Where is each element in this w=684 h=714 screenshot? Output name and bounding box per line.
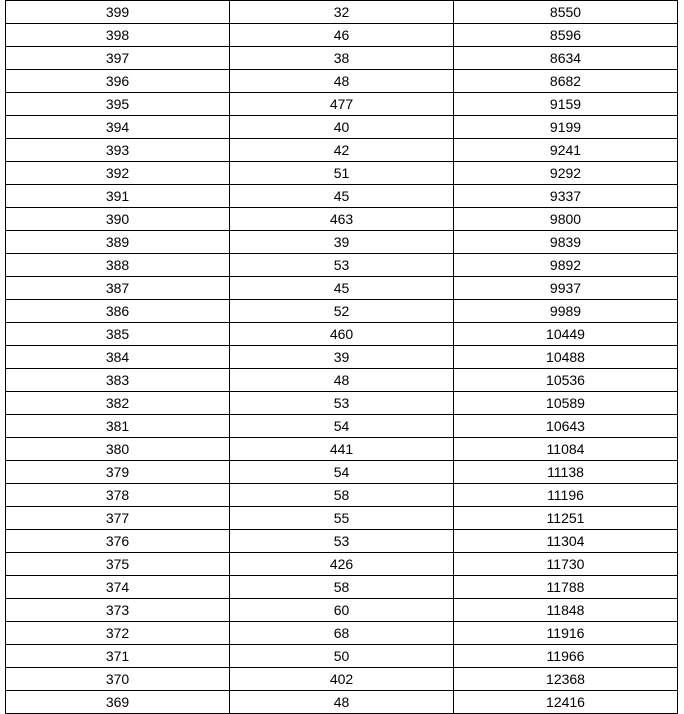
table-cell: 383: [6, 369, 230, 392]
table-cell: 12416: [454, 691, 678, 714]
table-row: [6, 47, 678, 70]
table-cell: 380: [6, 438, 230, 461]
table-cell: 8634: [454, 47, 678, 70]
table-cell: 393: [6, 139, 230, 162]
table-row: [6, 369, 678, 392]
table-cell: 378: [6, 484, 230, 507]
table-row: [6, 323, 678, 346]
table-row: [6, 484, 678, 507]
table-cell: 68: [230, 622, 454, 645]
table-cell: 388: [6, 254, 230, 277]
table-cell: 397: [6, 47, 230, 70]
table-cell: 381: [6, 415, 230, 438]
table-row: [6, 691, 678, 714]
score-table-body: [6, 1, 678, 714]
score-table: [5, 0, 678, 714]
table-cell: 386: [6, 300, 230, 323]
table-cell: 392: [6, 162, 230, 185]
table-row: [6, 24, 678, 47]
table-row: [6, 622, 678, 645]
table-cell: 377: [6, 507, 230, 530]
table-cell: 9839: [454, 231, 678, 254]
table-cell: 51: [230, 162, 454, 185]
table-cell: 379: [6, 461, 230, 484]
table-cell: 11788: [454, 576, 678, 599]
table-cell: 395: [6, 93, 230, 116]
table-cell: 11304: [454, 530, 678, 553]
table-cell: 441: [230, 438, 454, 461]
table-row: [6, 553, 678, 576]
table-cell: 39: [230, 346, 454, 369]
table-cell: 460: [230, 323, 454, 346]
table-cell: 376: [6, 530, 230, 553]
table-row: [6, 438, 678, 461]
table-row: [6, 162, 678, 185]
table-cell: 9337: [454, 185, 678, 208]
table-cell: 45: [230, 277, 454, 300]
table-cell: 11196: [454, 484, 678, 507]
table-cell: 399: [6, 1, 230, 24]
table-row: [6, 461, 678, 484]
table-cell: 375: [6, 553, 230, 576]
table-cell: 10536: [454, 369, 678, 392]
table-cell: 384: [6, 346, 230, 369]
table-row: [6, 185, 678, 208]
table-cell: 58: [230, 484, 454, 507]
table-row: [6, 139, 678, 162]
table-cell: 371: [6, 645, 230, 668]
table-row: [6, 93, 678, 116]
table-cell: 9199: [454, 116, 678, 139]
table-row: [6, 254, 678, 277]
table-cell: 42: [230, 139, 454, 162]
table-row: [6, 116, 678, 139]
table-cell: 9937: [454, 277, 678, 300]
table-row: [6, 599, 678, 622]
table-row: [6, 70, 678, 93]
table-cell: 8550: [454, 1, 678, 24]
table-cell: 9241: [454, 139, 678, 162]
table-row: [6, 507, 678, 530]
table-cell: 10449: [454, 323, 678, 346]
table-cell: 11848: [454, 599, 678, 622]
table-cell: 387: [6, 277, 230, 300]
table-cell: 38: [230, 47, 454, 70]
table-cell: 12368: [454, 668, 678, 691]
table-cell: 9892: [454, 254, 678, 277]
table-cell: 11138: [454, 461, 678, 484]
table-cell: 39: [230, 231, 454, 254]
table-cell: 382: [6, 392, 230, 415]
table-cell: 373: [6, 599, 230, 622]
table-cell: 48: [230, 369, 454, 392]
table-cell: 391: [6, 185, 230, 208]
table-cell: 9292: [454, 162, 678, 185]
table-row: [6, 277, 678, 300]
table-cell: 53: [230, 530, 454, 553]
score-table-container: [5, 0, 677, 714]
table-cell: 8596: [454, 24, 678, 47]
table-cell: 10643: [454, 415, 678, 438]
table-cell: 9989: [454, 300, 678, 323]
table-cell: 396: [6, 70, 230, 93]
table-cell: 9159: [454, 93, 678, 116]
table-cell: 385: [6, 323, 230, 346]
table-cell: 55: [230, 507, 454, 530]
table-cell: 48: [230, 70, 454, 93]
table-cell: 32: [230, 1, 454, 24]
table-cell: 372: [6, 622, 230, 645]
table-cell: 46: [230, 24, 454, 47]
table-cell: 390: [6, 208, 230, 231]
table-row: [6, 668, 678, 691]
table-cell: 8682: [454, 70, 678, 93]
table-cell: 53: [230, 254, 454, 277]
table-row: [6, 300, 678, 323]
table-cell: 369: [6, 691, 230, 714]
table-cell: 370: [6, 668, 230, 691]
table-row: [6, 346, 678, 369]
table-cell: 60: [230, 599, 454, 622]
table-cell: 40: [230, 116, 454, 139]
table-cell: 398: [6, 24, 230, 47]
table-cell: 11916: [454, 622, 678, 645]
table-cell: 45: [230, 185, 454, 208]
table-row: [6, 415, 678, 438]
table-cell: 52: [230, 300, 454, 323]
table-cell: 477: [230, 93, 454, 116]
table-cell: 53: [230, 392, 454, 415]
table-cell: 48: [230, 691, 454, 714]
table-cell: 11251: [454, 507, 678, 530]
table-cell: 58: [230, 576, 454, 599]
table-row: [6, 1, 678, 24]
table-cell: 402: [230, 668, 454, 691]
table-cell: 10488: [454, 346, 678, 369]
table-cell: 389: [6, 231, 230, 254]
table-cell: 374: [6, 576, 230, 599]
table-cell: 10589: [454, 392, 678, 415]
table-cell: 9800: [454, 208, 678, 231]
table-cell: 11966: [454, 645, 678, 668]
table-cell: 11084: [454, 438, 678, 461]
table-row: [6, 645, 678, 668]
table-cell: 54: [230, 461, 454, 484]
table-cell: 394: [6, 116, 230, 139]
table-cell: 463: [230, 208, 454, 231]
table-cell: 426: [230, 553, 454, 576]
table-row: [6, 530, 678, 553]
table-row: [6, 576, 678, 599]
table-row: [6, 231, 678, 254]
table-cell: 11730: [454, 553, 678, 576]
table-cell: 50: [230, 645, 454, 668]
table-cell: 54: [230, 415, 454, 438]
table-row: [6, 392, 678, 415]
table-row: [6, 208, 678, 231]
